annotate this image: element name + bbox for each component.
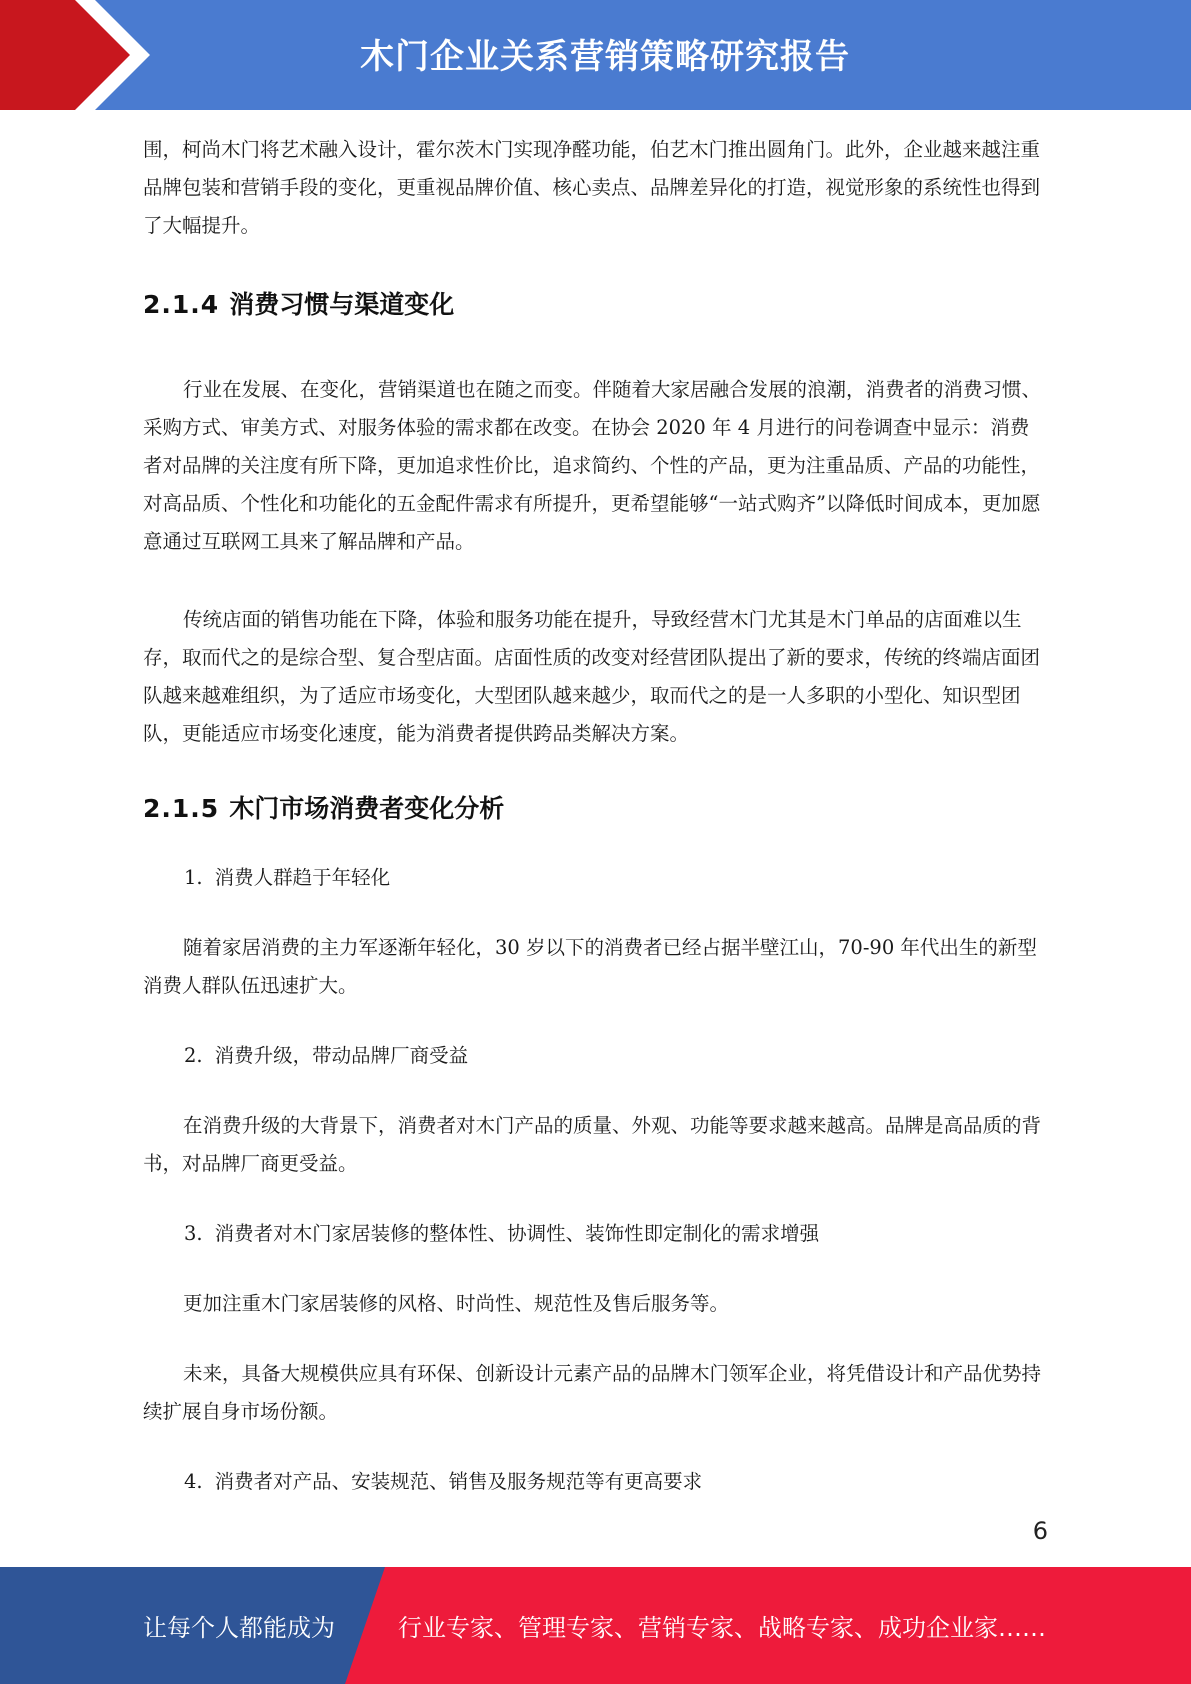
list-item-text: 消费人群趋于年轻化 (214, 866, 391, 889)
section-number: 2.1.4 (143, 290, 220, 319)
section-title: 消费习惯与渠道变化 (229, 290, 455, 319)
list-item-number: 4. (184, 1470, 203, 1493)
intro-paragraph: 围，柯尚木门将艺术融入设计，霍尔茨木门实现净醛功能，伯艺木门推出圆角门。此外，企业越来越注重品牌包装和营销手段的变化，更重视品牌价值、核心卖点、品牌差异化的打造，视觉形象的系统性也得到了大幅提升。 (143, 138, 1041, 237)
section-heading-2-1-5 (143, 789, 1048, 829)
list-item-text: 消费升级，带动品牌厂商受益 (214, 1044, 469, 1067)
paragraph: 更加注重木门家居装修的风格、时尚性、规范性及售后服务等。 (183, 1292, 730, 1315)
list-item (143, 1037, 1048, 1075)
list-item-text: 消费者对产品、安装规范、销售及服务规范等有更高要求 (214, 1470, 703, 1493)
footer-slogan-left: 让每个人都能成为 (143, 1614, 335, 1642)
paragraph: 未来，具备大规模供应具有环保、创新设计元素产品的品牌木门领军企业，将凭借设计和产品优势持续扩展自身市场份额。 (143, 1362, 1042, 1423)
list-item-number: 1. (184, 866, 203, 889)
list-item (143, 1215, 1048, 1253)
list-item (143, 859, 1048, 897)
list-item-number: 3. (184, 1222, 203, 1245)
footer-slogan-right: 行业专家、管理专家、营销专家、战略专家、成功企业家…… (398, 1614, 1046, 1642)
page-header (0, 0, 1191, 110)
document-body (143, 131, 1048, 1501)
section-heading-2-1-4 (143, 285, 1048, 325)
paragraph: 传统店面的销售功能在下降，体验和服务功能在提升，导致经营木门尤其是木门单品的店面难以生存，取而代之的是综合型、复合型店面。店面性质的改变对经营团队提出了新的要求，传统的终端店面团队越来越难组织，为了适应市场变化，大型团队越来越少，取而代之的是一人多职的小型化、知识型团队，更能适应市场变化速度，能为消费者提供跨品类解决方案。 (143, 608, 1041, 745)
page-footer (0, 1567, 1191, 1684)
document-title: 木门企业关系营销策略研究报告 (360, 36, 850, 77)
list-item (143, 1463, 1048, 1501)
paragraph: 行业在发展、在变化，营销渠道也在随之而变。伴随着大家居融合发展的浪潮，消费者的消费习惯、采购方式、审美方式、对服务体验的需求都在改变。在协会 2020 年 4 月进行的问卷调查中显示：消费者对品牌的关注度有所下降，更加追求性价比，追求简约、个性的产品，更为注重品质、产品的功能性，对高品质、个性化和功能化的五金配件需求有所提升，更希望能够“一站式购齐”以降低时间成本，更加愿意通过互联网工具来了解品牌和产品。 (143, 378, 1042, 553)
list-item-number: 2. (184, 1044, 203, 1067)
list-item-text: 消费者对木门家居装修的整体性、协调性、装饰性即定制化的需求增强 (214, 1222, 820, 1245)
paragraph: 在消费升级的大背景下，消费者对木门产品的质量、外观、功能等要求越来越高。品牌是高品质的背书，对品牌厂商更受益。 (143, 1114, 1042, 1175)
paragraph: 随着家居消费的主力军逐渐年轻化，30 岁以下的消费者已经占据半壁江山，70-90 年代出生的新型消费人群队伍迅速扩大。 (143, 936, 1037, 997)
page-number: 6 (1032, 1517, 1048, 1545)
section-title: 木门市场消费者变化分析 (229, 794, 505, 823)
section-number: 2.1.5 (143, 794, 220, 823)
